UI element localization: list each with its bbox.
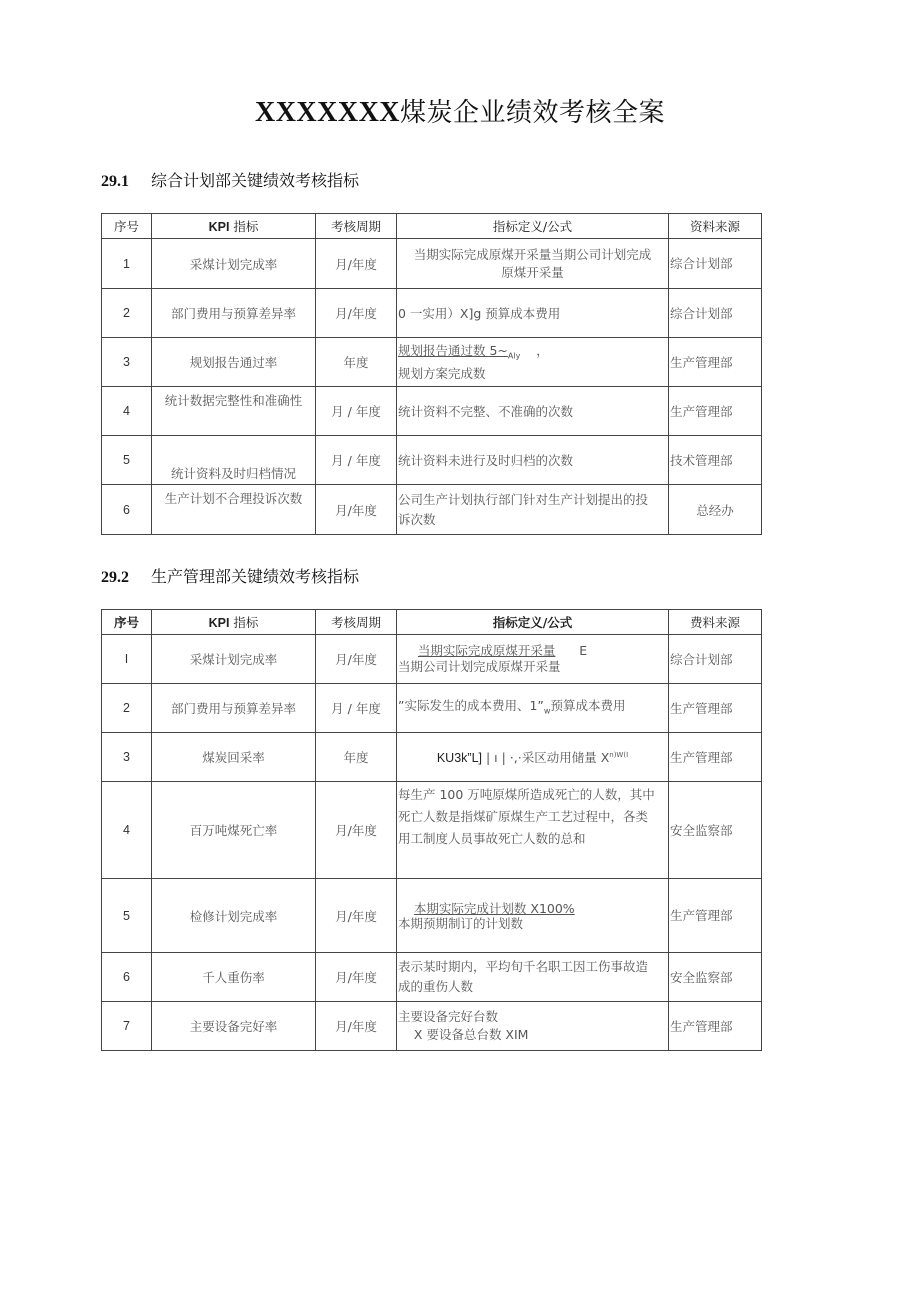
definition-line-1: ”实际发生的成本费用、1” xyxy=(398,697,544,713)
table-row xyxy=(102,635,762,684)
cell-kpi: 采煤计划完成率 xyxy=(152,239,316,289)
header-seq: 序号 xyxy=(102,214,152,239)
cell-seq: 3 xyxy=(102,338,152,387)
cell-definition xyxy=(397,684,669,733)
cell-source: 综合计划部 xyxy=(669,635,762,684)
cell-definition xyxy=(397,879,669,953)
cell-source: 生产管理部 xyxy=(669,338,762,387)
section-heading-2 xyxy=(101,564,359,587)
cell-seq: 4 xyxy=(102,387,152,436)
header-kpi-suffix: 指标 xyxy=(233,219,259,234)
page-title-cn: 煤炭企业绩效考核全案 xyxy=(400,98,666,128)
cell-definition xyxy=(397,338,669,387)
table-row xyxy=(102,436,762,485)
header-kpi-prefix: KPI xyxy=(208,616,230,630)
cell-source: 技术管理部 xyxy=(669,436,762,485)
definition-line-1: 本期实际完成计划数 X100% xyxy=(413,900,575,916)
page-title-latin: XXXXXXX xyxy=(254,97,401,128)
cell-definition: 0 一实用）X]g 预算成本费用 xyxy=(397,289,669,338)
header-period: 考核周期 xyxy=(316,610,397,635)
definition-mark: E xyxy=(579,643,588,658)
cell-seq: 5 xyxy=(102,436,152,485)
cell-definition xyxy=(397,782,669,879)
cell-source: 生产管理部 xyxy=(669,684,762,733)
cell-definition xyxy=(397,1002,669,1051)
cell-seq: 7 xyxy=(102,1002,152,1051)
definition-line-1: KU3k”L] xyxy=(436,751,482,765)
cell-source: 安全监察部 xyxy=(669,953,762,1002)
header-kpi xyxy=(152,610,316,635)
cell-period: 年度 xyxy=(316,733,397,782)
definition-line-1: 规划报告通过数 5~ xyxy=(398,343,508,359)
cell-definition xyxy=(397,485,669,535)
cell-period: 月/年度 xyxy=(316,879,397,953)
header-source: 资料来源 xyxy=(669,214,762,239)
cell-seq: 4 xyxy=(102,782,152,879)
table-row xyxy=(102,733,762,782)
cell-source: 生产管理部 xyxy=(669,879,762,953)
cell-period: 月/年度 xyxy=(316,485,397,535)
definition-mark: ， xyxy=(536,343,549,359)
definition-line-2: 规划方案完成数 xyxy=(398,365,486,381)
cell-source: 综合计划部 xyxy=(669,239,762,289)
definition-line-2: 成的重伤人数 xyxy=(398,979,474,994)
header-seq: 序号 xyxy=(102,610,152,635)
definition-line-1: 主要设备完好台数 xyxy=(398,1009,499,1024)
table-header-row xyxy=(102,610,762,635)
cell-kpi: 主要设备完好率 xyxy=(152,1002,316,1051)
definition-line-2: 诉次数 xyxy=(398,511,436,527)
section-number: 29.2 xyxy=(101,569,129,586)
cell-definition xyxy=(397,239,669,289)
cell-definition: 统计资料不完整、不准确的次数 xyxy=(397,387,669,436)
cell-source: 生产管理部 xyxy=(669,1002,762,1051)
cell-kpi: 部门费用与预算差异率 xyxy=(152,684,316,733)
cell-period: 月/年度 xyxy=(316,1002,397,1051)
kpi-table-1 xyxy=(101,213,762,535)
header-definition: 指标定义/公式 xyxy=(397,214,669,239)
cell-seq: I xyxy=(102,635,152,684)
cell-source: 生产管理部 xyxy=(669,387,762,436)
cell-seq: 6 xyxy=(102,485,152,535)
definition-line-2: 死亡人数是指煤矿原煤生产工艺过程中，各类 xyxy=(398,809,649,824)
header-kpi-suffix: 指标 xyxy=(233,615,259,630)
cell-source: 总经办 xyxy=(669,485,762,535)
cell-seq: 3 xyxy=(102,733,152,782)
cell-source: 生产管理部 xyxy=(669,733,762,782)
cell-period: 年度 xyxy=(316,338,397,387)
cell-period: 月/年度 xyxy=(316,953,397,1002)
section-heading-1 xyxy=(101,168,359,191)
table-row xyxy=(102,684,762,733)
cell-period: 月/年度 xyxy=(316,239,397,289)
cell-definition: 统计资料未进行及时归档的次数 xyxy=(397,436,669,485)
cell-seq: 6 xyxy=(102,953,152,1002)
definition-subscript: w xyxy=(543,706,551,716)
definition-line-2: X 要设备总台数 XIM xyxy=(413,1027,529,1042)
definition-line-1: 每生产 100 万吨原煤所造成死亡的人数，其中 xyxy=(398,787,655,802)
table-row xyxy=(102,387,762,436)
cell-period: 月 / 年度 xyxy=(316,387,397,436)
cell-kpi: 千人重伤率 xyxy=(152,953,316,1002)
cell-period: 月 / 年度 xyxy=(316,684,397,733)
cell-kpi: 煤炭回采率 xyxy=(152,733,316,782)
cell-kpi: 规划报告通过率 xyxy=(152,338,316,387)
cell-kpi: 采煤计划完成率 xyxy=(152,635,316,684)
cell-kpi: 百万吨煤死亡率 xyxy=(152,782,316,879)
table-row xyxy=(102,239,762,289)
definition-line-1: 表示某时期内，平均旬千名职工因工伤事故造 xyxy=(398,959,649,974)
table-row xyxy=(102,338,762,387)
header-kpi xyxy=(152,214,316,239)
cell-seq: 5 xyxy=(102,879,152,953)
definition-subscript: Aly xyxy=(507,351,521,361)
table-row xyxy=(102,782,762,879)
table-row xyxy=(102,1002,762,1051)
definition-line-3: 用工制度人员事故死亡人数的总和 xyxy=(398,831,586,846)
definition-line-1: 当期实际完成原煤开采量当期公司计划完成 xyxy=(413,246,652,262)
header-kpi-prefix: KPI xyxy=(208,220,230,234)
cell-source: 综合计划部 xyxy=(669,289,762,338)
definition-line-1b: 预算成本费用 xyxy=(550,697,626,713)
page-title xyxy=(0,92,920,129)
cell-definition xyxy=(397,635,669,684)
header-definition: 指标定义/公式 xyxy=(397,610,669,635)
definition-line-1b: | ı | ·,·采区动用储量 X xyxy=(485,750,610,765)
kpi-table-2 xyxy=(101,609,762,1051)
cell-period: 月/年度 xyxy=(316,782,397,879)
definition-line-2: 当期公司计划完成原煤开采量 xyxy=(398,659,561,674)
cell-seq: 2 xyxy=(102,684,152,733)
cell-kpi: 生产计划不合理投诉次数 xyxy=(152,485,316,535)
header-source: 费料来源 xyxy=(669,610,762,635)
cell-definition xyxy=(397,953,669,1002)
cell-period: 月/年度 xyxy=(316,635,397,684)
definition-line-2: 本期预期制订的计划数 xyxy=(398,915,524,931)
cell-kpi: 统计资料及时归档情况 xyxy=(152,436,316,485)
table-header-row xyxy=(102,214,762,239)
cell-period: 月 / 年度 xyxy=(316,436,397,485)
cell-kpi: 统计数据完整性和准确性 xyxy=(152,387,316,436)
cell-seq: 2 xyxy=(102,289,152,338)
cell-source: 安全监察部 xyxy=(669,782,762,879)
cell-kpi: 检修计划完成率 xyxy=(152,879,316,953)
cell-kpi: 部门费用与预算差异率 xyxy=(152,289,316,338)
table-row xyxy=(102,953,762,1002)
header-period: 考核周期 xyxy=(316,214,397,239)
cell-definition xyxy=(397,733,669,782)
cell-seq: 1 xyxy=(102,239,152,289)
table-row xyxy=(102,879,762,953)
section-number: 29.1 xyxy=(101,173,129,190)
table-row xyxy=(102,485,762,535)
section-title: 生产管理部关键绩效考核指标 xyxy=(151,567,360,586)
definition-line-1: 当期实际完成原煤开采量 xyxy=(417,643,556,658)
definition-superscript: n)W(I xyxy=(609,750,629,759)
table-row xyxy=(102,289,762,338)
cell-period: 月/年度 xyxy=(316,289,397,338)
section-title: 综合计划部关键绩效考核指标 xyxy=(151,171,360,190)
definition-line-1: 公司生产计划执行部门针对生产计划提出的投 xyxy=(398,491,649,507)
definition-line-2: 原煤开采量 xyxy=(501,264,564,280)
